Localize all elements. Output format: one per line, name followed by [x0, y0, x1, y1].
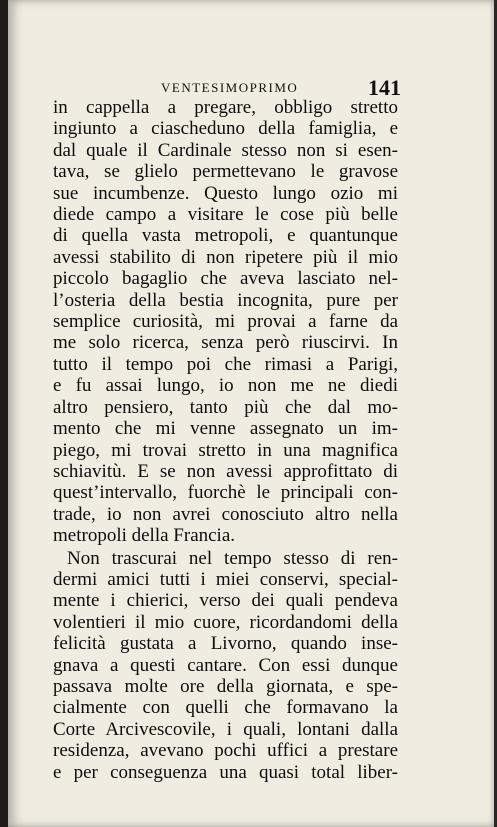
text-line: gnava a questi cantare. Con essi dunque [53, 654, 398, 676]
text-line: dal quale il Cardinale stesso non si esen- [53, 139, 398, 161]
text-line: piego, mi trovai stretto in una magnifica [53, 439, 398, 461]
text-line: tava, se glielo permettevano le gravose [53, 161, 398, 183]
text-line: mente i chierici, verso dei quali pendeva [53, 590, 398, 612]
text-line: e fu assai lungo, io non me ne diedi [53, 375, 398, 397]
text-line: sue incumbenze. Questo lungo ozio mi [53, 182, 398, 204]
text-line: e per conseguenza una quasi total liber- [53, 761, 398, 783]
book-binding-edge [0, 0, 8, 827]
text-line: ingiunto a ciascheduno della famiglia, e [53, 118, 398, 140]
text-line: dermi amici tutti i miei conservi, special- [53, 568, 398, 590]
text-line: di quella vasta metropoli, e quantunque [53, 225, 398, 247]
text-line: cialmente con quelli che formavano la [53, 697, 398, 719]
text-line: me solo ricerca, senza però riuscirvi. In [53, 332, 398, 354]
text-line: diede campo a visitare le cose più belle [53, 204, 398, 226]
text-line: trade, io non avrei conosciuto altro nella [53, 503, 398, 525]
text-line: piccolo bagaglio che aveva lasciato nel- [53, 268, 398, 290]
text-line: semplice curiosità, mi provai a farne da [53, 311, 398, 333]
text-line: Corte Arcivescovile, i quali, lontani dalla [53, 718, 398, 740]
text-line: volentieri il mio cuore, ricordandomi della [53, 611, 398, 633]
paragraph [53, 548, 398, 783]
text-line: l’osteria della bestia incognita, pure per [53, 289, 398, 311]
paragraph [53, 97, 398, 547]
text-line: tutto il tempo poi che rimasi a Parigi, [53, 353, 398, 375]
text-line: avessi stabilito di non ripetere più il mio [53, 246, 398, 268]
text-line: in cappella a pregare, obbligo stretto [53, 97, 398, 118]
page-number: 141 [368, 75, 401, 100]
text-line: residenza, avevano pochi uffici a prestare [53, 740, 398, 762]
text-line: mento che mi venne assegnato un im- [53, 418, 398, 440]
book-page [8, 0, 494, 827]
text-line: passava molte ore della giornata, e spe- [53, 675, 398, 697]
text-line: Non trascurai nel tempo stesso di ren- [67, 547, 398, 569]
text-line: quest’intervallo, fuorchè le principali con- [53, 482, 398, 504]
body-text [53, 97, 398, 783]
text-line: metropoli della Francia. [53, 525, 236, 547]
text-line: altro pensiero, tanto più che dal mo- [53, 396, 398, 418]
text-line: felicità gustata a Livorno, quando inse- [53, 633, 398, 655]
text-line: schiavitù. E se non avessi approfittato di [53, 460, 398, 482]
chapter-title: VENTESIMOPRIMO [161, 80, 299, 95]
